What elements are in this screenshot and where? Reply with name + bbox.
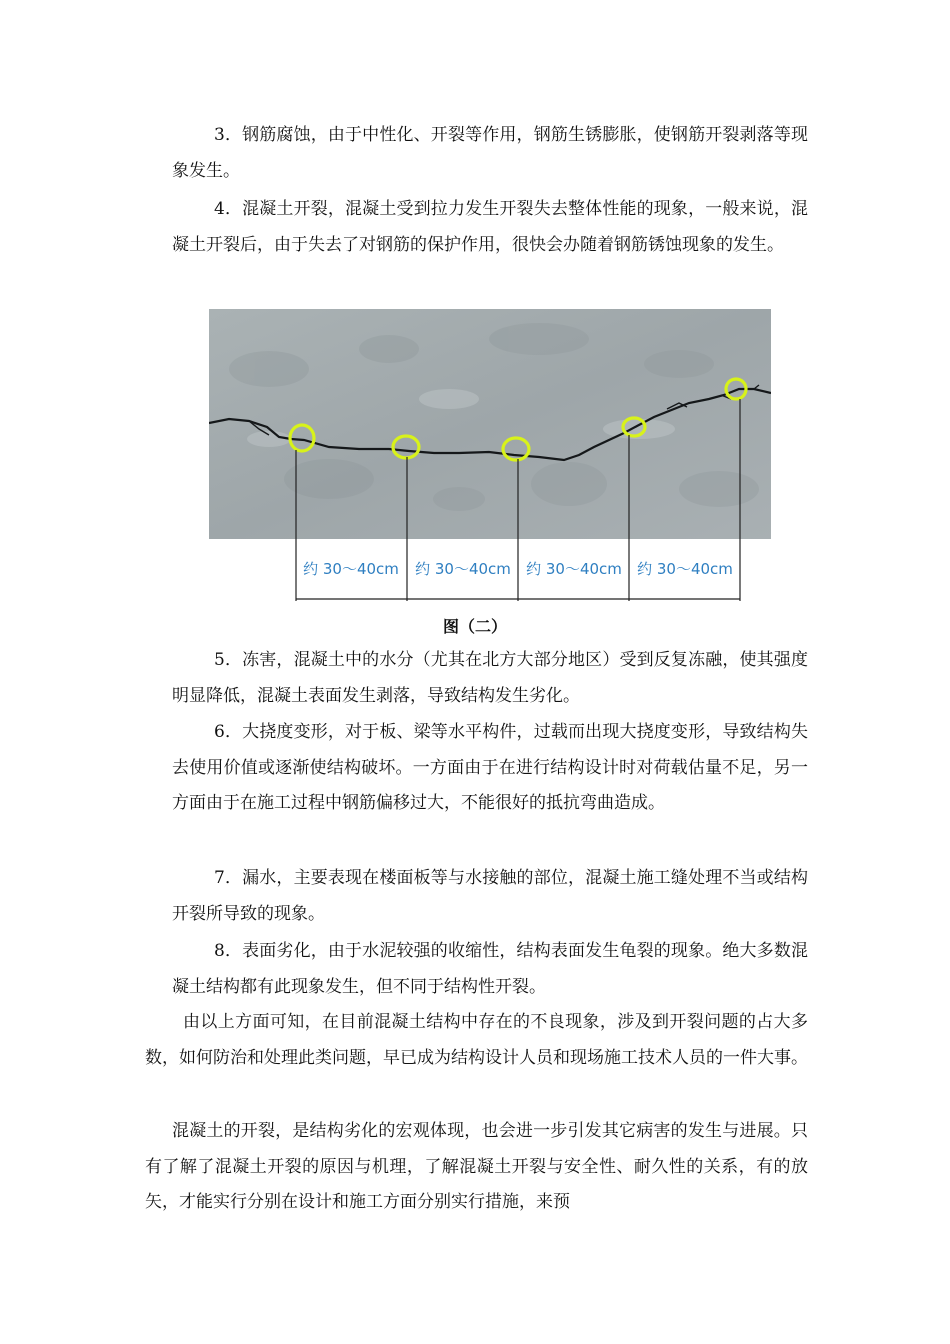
spacing-label-2: 约 30～40cm — [415, 560, 511, 578]
list-item-6: 6．大挠度变形，对于板、梁等水平构件，过载而出现大挠度变形，导致结构失去使用价值或逐渐使结构破坏。一方面由于在进行结构设计时对荷载估量不足，另一方面由于在施工过程中钢筋偏移过大，不能很好的抵抗弯曲造成。 — [172, 722, 808, 813]
spacing-label-1: 约 30～40cm — [303, 560, 399, 578]
list-item-8: 8．表面劣化，由于水泥较强的收缩性，结构表面发生龟裂的现象。绝大多数混凝土结构都有此现象发生，但不同于结构性开裂。 — [172, 941, 808, 997]
list-item-4: 4．混凝土开裂，混凝土受到拉力发生开裂失去整体性能的现象，一般来说，混凝土开裂后，由于失去了对钢筋的保护作用，很快会办随着钢筋锈蚀现象的发生。 — [172, 199, 808, 255]
list-item-3: 3．钢筋腐蚀，由于中性化、开裂等作用，钢筋生锈膨胀，使钢筋开裂剥落等现象发生。 — [172, 125, 808, 181]
body-paragraph-2: 混凝土的开裂，是结构劣化的宏观体现，也会进一步引发其它病害的发生与进展。只有了解了混凝土开裂的原因与机理，了解混凝土开裂与安全性、耐久性的关系，有的放矢，才能实行分别在设计和施工方面分别实行措施，来预 — [145, 1121, 808, 1212]
list-item-5: 5．冻害，混凝土中的水分（尤其在北方大部分地区）受到反复冻融，使其强度明显降低，混凝土表面发生剥落，导致结构发生劣化。 — [172, 650, 808, 706]
crack-figure — [209, 309, 771, 601]
list-item-7: 7．漏水，主要表现在楼面板等与水接触的部位，混凝土施工缝处理不当或结构开裂所导致的现象。 — [172, 868, 808, 924]
spacing-label-4: 约 30～40cm — [637, 560, 733, 578]
body-paragraph-1: 由以上方面可知，在目前混凝土结构中存在的不良现象，涉及到开裂问题的占大多数，如何防治和处理此类问题，早已成为结构设计人员和现场施工技术人员的一件大事。 — [145, 1012, 808, 1068]
figure-caption: 图（二） — [442, 617, 507, 636]
concrete-photo — [209, 309, 771, 539]
spacing-label-3: 约 30～40cm — [526, 560, 622, 578]
